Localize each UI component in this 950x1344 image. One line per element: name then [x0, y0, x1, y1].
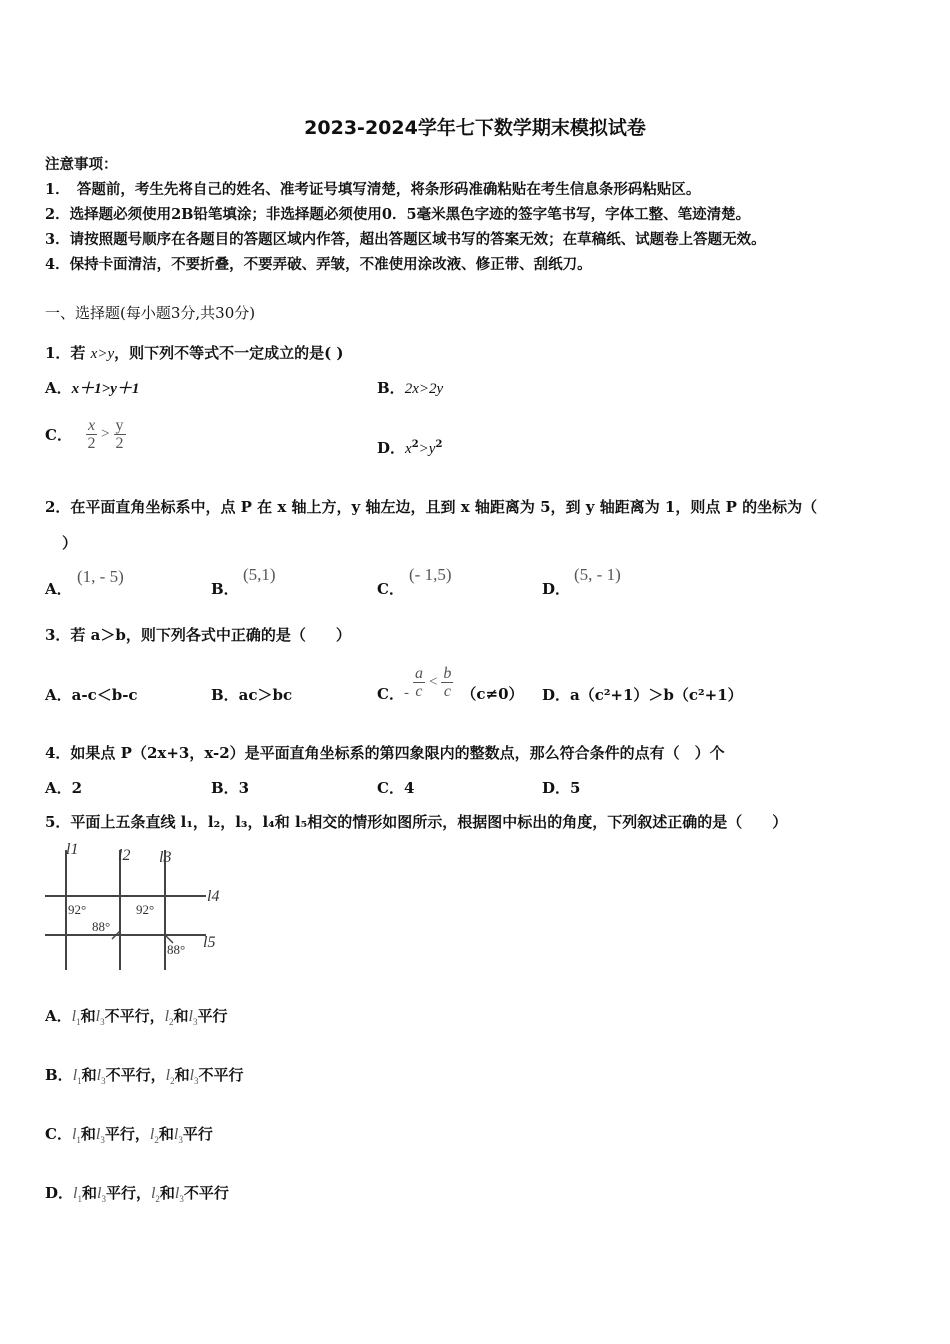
q5-a-p2: 不平行，: [104, 1007, 165, 1025]
l1-symbol: $l_1$: [71, 1126, 81, 1146]
l3-symbol: $l_3$: [96, 1185, 106, 1205]
question-1-stem: [45, 342, 344, 363]
question-2-stem-cont: ）: [62, 534, 78, 552]
q4-option-a: A．2: [45, 779, 83, 797]
q1-c-frac1: $\frac{x}{2}$: [87, 416, 96, 452]
q5-b-p2: 不平行，: [105, 1066, 166, 1084]
q1-b-label: B．: [377, 379, 405, 397]
q1-c-label: C．: [45, 425, 72, 444]
q2-option-b-value: (5,1): [243, 565, 276, 584]
q1-prefix: 1．若: [45, 344, 91, 362]
q3-option-b: B．ac＞bc: [211, 686, 293, 704]
note-item-2: 2．选择题必须使用2B铅笔填涂；非选择题必须使用0．5毫米黑色字迹的签字笔书写，字体工整、笔迹清楚。: [45, 206, 751, 223]
q5-d-label: D．: [45, 1184, 74, 1202]
note-item-3: 3．请按照题号顺序在各题目的答题区域内作答，超出答题区域书写的答案无效；在草稿纸、试题卷上答题无效。: [45, 231, 766, 248]
l3-symbol: $l_3$: [173, 1126, 183, 1146]
q5-b-p3: 和: [174, 1066, 190, 1084]
q2-option-a-label: A．: [45, 580, 72, 598]
l2-symbol: $l_2$: [164, 1008, 174, 1028]
q5-d-p1: 和: [81, 1184, 97, 1202]
q5-c-p4: 平行: [182, 1125, 213, 1143]
note-item-4: 4．保持卡面清洁，不要折叠，不要弄破、弄皱，不准使用涂改液、修正带、刮纸刀。: [45, 256, 592, 273]
q5-a-p3: 和: [173, 1007, 189, 1025]
q5-d-p4: 不平行: [183, 1184, 229, 1202]
q3-c-frac2: $\frac{b}{c}$: [443, 664, 452, 700]
label-l4: l4: [207, 888, 220, 905]
l3-symbol: $l_3$: [95, 1126, 105, 1146]
angle-92-right: 92°: [136, 902, 155, 917]
question-3-stem: 3．若 a＞b，则下列各式中正确的是（ ）: [45, 626, 351, 644]
q4-option-b: B．3: [211, 779, 250, 797]
angle-92-left: 92°: [68, 902, 87, 917]
q5-a-p1: 和: [80, 1007, 96, 1025]
q1-option-a: [45, 377, 139, 398]
q4-option-c: C．4: [377, 779, 415, 797]
l1-symbol: $l_1$: [73, 1185, 82, 1205]
l2-symbol: $l_2$: [149, 1126, 159, 1146]
label-l3: l3: [159, 849, 172, 866]
l2-symbol: $l_2$: [165, 1067, 175, 1087]
q1-a-text: x＋1>y＋1: [71, 381, 140, 397]
q3-c-frac1: $\frac{a}{c}$: [414, 664, 423, 700]
l3-symbol: $l_3$: [189, 1067, 199, 1087]
q2-option-b-label: B．: [211, 580, 239, 598]
q1-b-text: 2x>2y: [404, 381, 444, 397]
q1-d-exp: 2: [411, 439, 419, 450]
l3-symbol: $l_3$: [174, 1185, 184, 1205]
q1-a-label: A．: [45, 379, 72, 397]
q5-option-a: [45, 1005, 228, 1027]
q5-option-b: [45, 1064, 244, 1086]
l2-symbol: $l_2$: [150, 1185, 160, 1205]
q5-b-p4: 不平行: [198, 1066, 244, 1084]
q1-option-d: [377, 437, 442, 458]
q1-c-frac2: $\frac{y}{2}$: [115, 416, 124, 452]
question-4-stem: 4．如果点 P（2x+3，x-2）是平面直角坐标系的第四象限内的整数点，那么符合条件的点有（ ）个: [45, 744, 725, 762]
l3-symbol: $l_3$: [188, 1008, 198, 1028]
q2-option-c-label: C．: [377, 580, 404, 598]
q3-option-d: D．a（c²+1）＞b（c²+1）: [542, 686, 743, 704]
q1-d-label: D．: [377, 439, 406, 457]
label-l2: l2: [118, 847, 131, 864]
q2-option-c-value: (- 1,5): [409, 565, 452, 584]
q5-a-label: A．: [45, 1007, 72, 1025]
q3-option-a: A．a-c＜b-c: [45, 686, 138, 704]
section-heading: 一、选择题(每小题3分,共30分): [45, 304, 256, 322]
q5-lines-figure: [40, 838, 240, 978]
l1-symbol: $l_1$: [72, 1067, 82, 1087]
q3-c-op: <: [428, 673, 438, 690]
q5-d-p2: 平行，: [105, 1184, 151, 1202]
note-item-1: 1． 答题前，考生先将自己的姓名、准考证号填写清楚，将条形码准确粘贴在考生信息条形码粘贴区。: [45, 181, 701, 198]
q2-option-d-value: (5, - 1): [574, 565, 621, 584]
q3-c-cond: （c≠0）: [461, 684, 524, 703]
l3-symbol: $l_3$: [95, 1008, 105, 1028]
question-5-stem: 5．平面上五条直线 l₁，l₂，l₃，l₄和 l₅相交的情形如图所示，根据图中标出的角度，下列叙述正确的是（ ）: [45, 813, 788, 831]
l3-symbol: $l_3$: [96, 1067, 106, 1087]
q5-option-d: [45, 1182, 229, 1204]
q5-a-p4: 平行: [197, 1007, 228, 1025]
q1-d-y: y: [428, 441, 436, 457]
q5-c-p2: 平行，: [104, 1125, 150, 1143]
q5-d-p3: 和: [159, 1184, 175, 1202]
q4-option-d: D．5: [542, 779, 581, 797]
angle-88-left: 88°: [92, 919, 111, 934]
q1-d-op: >: [418, 441, 429, 457]
label-l5: l5: [203, 934, 216, 951]
q5-c-p1: 和: [80, 1125, 96, 1143]
label-l1: l1: [66, 841, 79, 858]
q1-math: x>y: [90, 346, 115, 362]
q5-option-c: [45, 1123, 213, 1145]
q1-option-c: [45, 412, 126, 456]
q3-c-neg: -: [403, 684, 409, 701]
q2-option-d-label: D．: [542, 580, 571, 598]
q5-c-label: C．: [45, 1125, 72, 1143]
notes-heading: 注意事项：: [45, 156, 118, 173]
angle-88-right: 88°: [167, 942, 186, 957]
q1-option-b: [377, 377, 443, 398]
q1-suffix: ，则下列不等式不一定成立的是( ): [114, 344, 344, 362]
q2-option-a-value: (1, - 5): [77, 567, 124, 586]
question-2-stem: 2．在平面直角坐标系中，点 P 在 x 轴上方，y 轴左边，且到 x 轴距离为 5，到 y 轴距离为 1，则点 P 的坐标为（: [45, 498, 818, 516]
q1-d-exp2: 2: [435, 439, 443, 450]
q5-b-label: B．: [45, 1066, 73, 1084]
q1-d-x: x: [405, 441, 412, 457]
page-title: 2023-2024学年七下数学期末模拟试卷: [304, 117, 646, 139]
q5-b-p1: 和: [81, 1066, 97, 1084]
q1-c-op: >: [101, 425, 110, 442]
q3-option-c: [377, 660, 524, 704]
q5-c-p3: 和: [158, 1125, 174, 1143]
l1-symbol: $l_1$: [71, 1008, 81, 1028]
q3-c-label: C．: [377, 684, 404, 703]
